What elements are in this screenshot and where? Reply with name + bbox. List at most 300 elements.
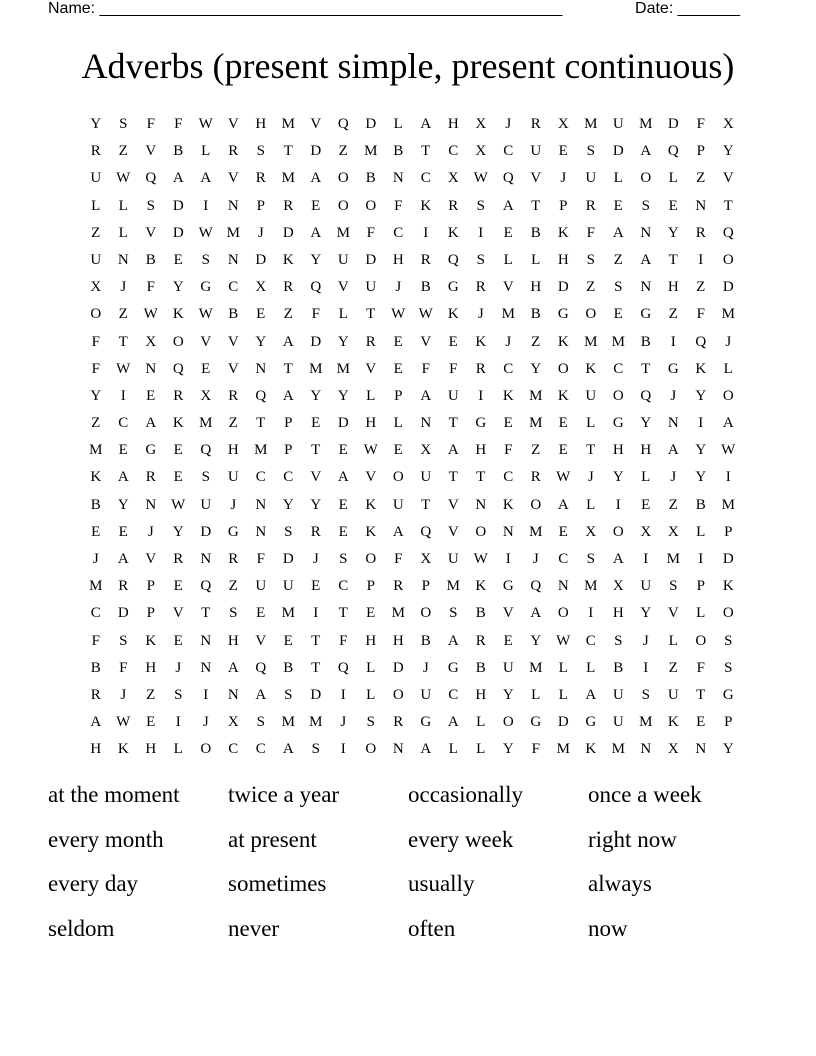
grid-letter[interactable]: A <box>145 415 157 432</box>
grid-letter[interactable]: Y <box>722 143 734 160</box>
grid-letter[interactable]: E <box>503 415 513 432</box>
grid-letter[interactable]: G <box>420 714 432 731</box>
grid-letter[interactable]: W <box>116 170 131 187</box>
grid-letter[interactable]: C <box>228 741 239 758</box>
grid-letter[interactable]: T <box>283 360 293 377</box>
grid-letter[interactable]: M <box>336 360 350 377</box>
grid-letter[interactable]: P <box>284 442 293 459</box>
grid-letter[interactable]: X <box>145 333 157 350</box>
grid-letter[interactable]: K <box>365 523 377 540</box>
grid-letter[interactable]: R <box>475 632 486 649</box>
grid-letter[interactable]: V <box>227 116 239 132</box>
grid-letter[interactable]: F <box>696 659 705 676</box>
grid-letter[interactable]: M <box>309 360 323 377</box>
grid-letter[interactable]: T <box>421 496 431 513</box>
grid-letter[interactable]: E <box>311 197 321 214</box>
grid-letter[interactable]: O <box>722 605 734 622</box>
grid-letter[interactable]: R <box>475 279 486 296</box>
grid-letter[interactable]: K <box>502 496 514 513</box>
name-field-label[interactable]: Name: ____________________________________________________ <box>48 0 563 17</box>
grid-letter[interactable]: P <box>256 197 265 214</box>
grid-letter[interactable]: A <box>282 387 294 404</box>
grid-letter[interactable]: E <box>668 197 678 214</box>
grid-letter[interactable]: Z <box>668 496 678 513</box>
grid-letter[interactable]: U <box>502 659 514 676</box>
grid-letter[interactable]: T <box>283 143 293 160</box>
grid-letter[interactable]: T <box>311 442 321 459</box>
grid-letter[interactable]: M <box>529 523 543 540</box>
grid-letter[interactable]: N <box>227 251 239 268</box>
grid-letter[interactable]: D <box>667 116 679 132</box>
grid-letter[interactable]: M <box>529 415 543 432</box>
grid-letter[interactable]: U <box>337 251 349 268</box>
grid-letter[interactable]: I <box>313 605 319 622</box>
grid-letter[interactable]: P <box>696 143 705 160</box>
grid-letter[interactable]: D <box>310 143 322 160</box>
grid-letter[interactable]: T <box>311 659 321 676</box>
grid-letter[interactable]: Q <box>255 659 267 676</box>
grid-letter[interactable]: C <box>118 415 129 432</box>
grid-letter[interactable]: A <box>117 551 129 567</box>
grid-letter[interactable]: V <box>420 333 432 350</box>
grid-letter[interactable]: J <box>92 551 99 567</box>
grid-letter[interactable]: L <box>586 415 596 432</box>
grid-letter[interactable]: Y <box>640 415 652 432</box>
grid-letter[interactable]: A <box>282 741 294 758</box>
grid-letter[interactable]: C <box>613 360 624 377</box>
grid-letter[interactable]: K <box>557 387 569 404</box>
grid-letter[interactable]: A <box>392 523 404 540</box>
grid-letter[interactable]: H <box>475 686 487 703</box>
grid-letter[interactable]: B <box>90 496 101 513</box>
grid-letter[interactable]: C <box>338 578 349 595</box>
grid-letter[interactable]: O <box>365 197 377 214</box>
grid-letter[interactable]: A <box>420 741 432 758</box>
grid-letter[interactable]: F <box>91 360 100 377</box>
grid-letter[interactable]: E <box>448 333 458 350</box>
grid-letter[interactable]: T <box>311 632 321 649</box>
grid-letter[interactable]: E <box>503 632 513 649</box>
grid-letter[interactable]: F <box>504 442 513 459</box>
grid-letter[interactable]: L <box>393 116 403 132</box>
grid-letter[interactable]: M <box>721 306 735 323</box>
grid-letter[interactable]: G <box>475 415 487 432</box>
grid-letter[interactable]: Z <box>228 578 238 595</box>
grid-letter[interactable]: T <box>338 605 348 622</box>
grid-letter[interactable]: N <box>392 170 404 187</box>
grid-letter[interactable]: M <box>501 306 515 323</box>
grid-letter[interactable]: S <box>586 251 595 268</box>
grid-letter[interactable]: K <box>447 224 459 241</box>
grid-letter[interactable]: I <box>698 251 704 268</box>
grid-letter[interactable]: O <box>557 605 569 622</box>
grid-letter[interactable]: D <box>172 197 184 214</box>
grid-letter[interactable]: M <box>391 605 405 622</box>
grid-letter[interactable]: A <box>557 496 569 513</box>
grid-letter[interactable]: S <box>201 469 210 486</box>
grid-letter[interactable]: S <box>669 578 678 595</box>
grid-letter[interactable]: Y <box>337 387 349 404</box>
grid-letter[interactable]: K <box>557 224 569 241</box>
grid-letter[interactable]: V <box>145 143 157 160</box>
grid-letter[interactable]: Q <box>145 170 157 187</box>
grid-letter[interactable]: E <box>558 143 568 160</box>
grid-letter[interactable]: M <box>281 714 295 731</box>
grid-letter[interactable]: I <box>588 605 594 622</box>
grid-letter[interactable]: Z <box>338 143 348 160</box>
grid-letter[interactable]: C <box>228 279 239 296</box>
grid-letter[interactable]: H <box>227 632 239 649</box>
grid-letter[interactable]: A <box>722 415 734 432</box>
grid-letter[interactable]: G <box>585 714 597 731</box>
grid-letter[interactable]: D <box>337 415 349 432</box>
grid-letter[interactable]: Q <box>667 143 679 160</box>
grid-letter[interactable]: X <box>612 578 624 595</box>
grid-letter[interactable]: A <box>255 686 267 703</box>
grid-letter[interactable]: W <box>198 306 213 323</box>
grid-letter[interactable]: V <box>227 333 239 350</box>
grid-letter[interactable]: D <box>365 116 377 132</box>
grid-letter[interactable]: L <box>338 306 348 323</box>
grid-letter[interactable]: Y <box>640 605 652 622</box>
grid-letter[interactable]: C <box>503 469 514 486</box>
grid-letter[interactable]: O <box>640 170 652 187</box>
grid-letter[interactable]: U <box>585 387 597 404</box>
grid-letter[interactable]: F <box>91 333 100 350</box>
grid-letter[interactable]: T <box>531 197 541 214</box>
grid-letter[interactable]: U <box>282 578 294 595</box>
grid-letter[interactable]: L <box>91 197 101 214</box>
grid-letter[interactable]: A <box>420 116 432 132</box>
grid-letter[interactable]: V <box>447 523 459 540</box>
grid-letter[interactable]: R <box>255 170 266 187</box>
grid-letter[interactable]: X <box>640 523 652 540</box>
grid-letter[interactable]: R <box>310 523 321 540</box>
grid-letter[interactable]: U <box>420 469 432 486</box>
grid-letter[interactable]: T <box>201 605 211 622</box>
grid-letter[interactable]: D <box>557 714 569 731</box>
grid-letter[interactable]: H <box>447 116 459 132</box>
grid-letter[interactable]: T <box>723 197 733 214</box>
grid-letter[interactable]: F <box>366 224 375 241</box>
grid-letter[interactable]: C <box>255 741 266 758</box>
grid-letter[interactable]: S <box>284 686 293 703</box>
grid-letter[interactable]: L <box>476 714 486 731</box>
grid-letter[interactable]: J <box>670 469 677 486</box>
grid-letter[interactable]: C <box>503 143 514 160</box>
grid-letter[interactable]: Y <box>310 496 322 513</box>
grid-letter[interactable]: U <box>447 387 459 404</box>
grid-letter[interactable]: T <box>448 469 458 486</box>
grid-letter[interactable]: B <box>420 279 431 296</box>
grid-letter[interactable]: S <box>256 714 265 731</box>
grid-letter[interactable]: L <box>696 523 706 540</box>
grid-letter[interactable]: Z <box>91 415 101 432</box>
grid-letter[interactable]: H <box>640 442 652 459</box>
grid-letter[interactable]: E <box>393 360 403 377</box>
grid-letter[interactable]: I <box>478 224 484 241</box>
grid-letter[interactable]: W <box>198 224 213 241</box>
grid-letter[interactable]: B <box>420 632 431 649</box>
grid-letter[interactable]: N <box>640 279 652 296</box>
grid-letter[interactable]: U <box>530 143 542 160</box>
grid-letter[interactable]: Z <box>118 306 128 323</box>
grid-letter[interactable]: W <box>198 116 213 132</box>
grid-letter[interactable]: X <box>557 116 569 132</box>
grid-letter[interactable]: I <box>478 387 484 404</box>
grid-letter[interactable]: E <box>173 469 183 486</box>
grid-letter[interactable]: P <box>394 387 403 404</box>
grid-letter[interactable]: C <box>448 143 459 160</box>
grid-letter[interactable]: I <box>203 197 209 214</box>
grid-letter[interactable]: S <box>229 605 238 622</box>
grid-letter[interactable]: Y <box>255 333 267 350</box>
grid-letter[interactable]: D <box>722 551 734 567</box>
grid-letter[interactable]: D <box>310 686 322 703</box>
grid-letter[interactable]: N <box>117 251 129 268</box>
grid-letter[interactable]: S <box>724 659 733 676</box>
grid-letter[interactable]: O <box>90 306 102 323</box>
grid-letter[interactable]: E <box>338 442 348 459</box>
grid-letter[interactable]: P <box>559 197 568 214</box>
grid-letter[interactable]: W <box>473 551 488 567</box>
grid-letter[interactable]: D <box>722 279 734 296</box>
grid-letter[interactable]: K <box>667 714 679 731</box>
grid-letter[interactable]: F <box>311 306 320 323</box>
grid-letter[interactable]: L <box>696 605 706 622</box>
grid-letter[interactable]: I <box>698 551 704 567</box>
grid-letter[interactable]: Y <box>502 741 514 758</box>
grid-letter[interactable]: A <box>310 170 322 187</box>
grid-letter[interactable]: G <box>447 659 459 676</box>
grid-letter[interactable]: F <box>146 116 155 132</box>
grid-letter[interactable]: E <box>558 442 568 459</box>
grid-letter[interactable]: L <box>118 197 128 214</box>
grid-letter[interactable]: L <box>531 686 541 703</box>
grid-letter[interactable]: E <box>118 523 128 540</box>
grid-letter[interactable]: B <box>475 659 486 676</box>
grid-letter[interactable]: A <box>530 605 542 622</box>
grid-letter[interactable]: E <box>283 632 293 649</box>
grid-letter[interactable]: O <box>365 551 377 567</box>
grid-letter[interactable]: V <box>200 333 212 350</box>
grid-letter[interactable]: G <box>530 714 542 731</box>
grid-letter[interactable]: G <box>200 279 212 296</box>
grid-letter[interactable]: O <box>722 387 734 404</box>
grid-letter[interactable]: W <box>721 442 736 459</box>
grid-letter[interactable]: I <box>643 659 649 676</box>
grid-letter[interactable]: W <box>556 632 571 649</box>
grid-letter[interactable]: S <box>366 714 375 731</box>
grid-letter[interactable]: C <box>558 551 569 567</box>
grid-letter[interactable]: K <box>695 360 707 377</box>
grid-letter[interactable]: K <box>172 306 184 323</box>
grid-letter[interactable]: U <box>200 496 212 513</box>
grid-letter[interactable]: P <box>724 714 733 731</box>
grid-letter[interactable]: O <box>420 605 432 622</box>
grid-letter[interactable]: S <box>476 197 485 214</box>
grid-letter[interactable]: O <box>557 360 569 377</box>
grid-letter[interactable]: I <box>423 224 429 241</box>
grid-letter[interactable]: Z <box>668 659 678 676</box>
grid-letter[interactable]: H <box>255 116 267 132</box>
grid-letter[interactable]: B <box>530 306 541 323</box>
grid-letter[interactable]: T <box>696 686 706 703</box>
grid-letter[interactable]: V <box>255 632 267 649</box>
grid-letter[interactable]: F <box>421 360 430 377</box>
grid-letter[interactable]: C <box>90 605 101 622</box>
grid-letter[interactable]: E <box>393 442 403 459</box>
grid-letter[interactable]: E <box>366 605 376 622</box>
grid-letter[interactable]: L <box>531 251 541 268</box>
grid-letter[interactable]: L <box>173 741 183 758</box>
grid-letter[interactable]: Y <box>667 224 679 241</box>
grid-letter[interactable]: H <box>612 442 624 459</box>
grid-letter[interactable]: G <box>557 306 569 323</box>
grid-letter[interactable]: Q <box>255 387 267 404</box>
grid-letter[interactable]: K <box>502 387 514 404</box>
grid-letter[interactable]: E <box>338 496 348 513</box>
grid-letter[interactable]: D <box>282 551 294 567</box>
grid-letter[interactable]: H <box>365 415 377 432</box>
grid-letter[interactable]: R <box>393 578 404 595</box>
grid-letter[interactable]: V <box>365 469 377 486</box>
grid-letter[interactable]: M <box>309 714 323 731</box>
grid-letter[interactable]: E <box>91 523 101 540</box>
grid-letter[interactable]: L <box>668 170 678 187</box>
grid-letter[interactable]: V <box>145 224 157 241</box>
grid-letter[interactable]: V <box>365 360 377 377</box>
grid-letter[interactable]: H <box>612 605 624 622</box>
grid-letter[interactable]: N <box>200 659 212 676</box>
grid-letter[interactable]: Y <box>722 741 734 758</box>
grid-letter[interactable]: E <box>256 605 266 622</box>
grid-letter[interactable]: C <box>420 170 431 187</box>
grid-letter[interactable]: F <box>174 116 183 132</box>
grid-letter[interactable]: I <box>340 741 346 758</box>
grid-letter[interactable]: B <box>695 496 706 513</box>
grid-letter[interactable]: H <box>145 659 157 676</box>
grid-letter[interactable]: E <box>338 523 348 540</box>
grid-letter[interactable]: T <box>421 143 431 160</box>
grid-letter[interactable]: W <box>116 714 131 731</box>
grid-letter[interactable]: F <box>91 632 100 649</box>
grid-letter[interactable]: Y <box>282 496 294 513</box>
grid-letter[interactable]: Z <box>696 279 706 296</box>
grid-letter[interactable]: T <box>448 415 458 432</box>
grid-letter[interactable]: J <box>230 496 237 513</box>
grid-letter[interactable]: P <box>146 605 155 622</box>
grid-letter[interactable]: T <box>668 251 678 268</box>
grid-letter[interactable]: F <box>119 659 128 676</box>
grid-letter[interactable]: F <box>394 551 403 567</box>
grid-letter[interactable]: X <box>475 143 487 160</box>
grid-letter[interactable]: W <box>556 469 571 486</box>
grid-letter[interactable]: J <box>175 659 182 676</box>
grid-letter[interactable]: M <box>584 333 598 350</box>
grid-letter[interactable]: H <box>475 442 487 459</box>
grid-letter[interactable]: N <box>695 197 707 214</box>
grid-letter[interactable]: M <box>364 143 378 160</box>
grid-letter[interactable]: J <box>725 333 732 350</box>
grid-letter[interactable]: G <box>502 578 514 595</box>
grid-letter[interactable]: I <box>615 496 621 513</box>
grid-letter[interactable]: X <box>722 116 734 132</box>
grid-letter[interactable]: Z <box>118 143 128 160</box>
grid-letter[interactable]: L <box>613 170 623 187</box>
grid-letter[interactable]: U <box>585 170 597 187</box>
grid-letter[interactable]: J <box>202 714 209 731</box>
grid-letter[interactable]: E <box>173 251 183 268</box>
grid-letter[interactable]: V <box>502 279 514 296</box>
grid-letter[interactable]: J <box>120 279 127 296</box>
grid-letter[interactable]: S <box>641 197 650 214</box>
grid-letter[interactable]: S <box>256 143 265 160</box>
grid-letter[interactable]: R <box>530 116 541 132</box>
grid-letter[interactable]: R <box>228 387 239 404</box>
grid-letter[interactable]: Y <box>530 632 542 649</box>
grid-letter[interactable]: A <box>585 686 597 703</box>
grid-letter[interactable]: K <box>117 741 129 758</box>
grid-letter[interactable]: E <box>173 632 183 649</box>
grid-letter[interactable]: D <box>200 523 212 540</box>
grid-letter[interactable]: S <box>339 551 348 567</box>
grid-letter[interactable]: L <box>476 741 486 758</box>
grid-letter[interactable]: R <box>90 143 101 160</box>
grid-letter[interactable]: U <box>365 279 377 296</box>
grid-letter[interactable]: L <box>366 686 376 703</box>
grid-letter[interactable]: Y <box>695 442 707 459</box>
grid-letter[interactable]: R <box>90 686 101 703</box>
grid-letter[interactable]: V <box>722 170 734 187</box>
grid-letter[interactable]: U <box>90 251 102 268</box>
grid-letter[interactable]: W <box>418 306 433 323</box>
grid-letter[interactable]: S <box>449 605 458 622</box>
grid-letter[interactable]: V <box>145 551 157 567</box>
grid-letter[interactable]: Z <box>283 306 293 323</box>
grid-letter[interactable]: O <box>530 496 542 513</box>
grid-letter[interactable]: H <box>365 632 377 649</box>
date-field-label[interactable]: Date: _______ <box>635 0 740 17</box>
grid-letter[interactable]: T <box>586 442 596 459</box>
grid-letter[interactable]: R <box>228 551 239 567</box>
grid-letter[interactable]: J <box>560 170 567 187</box>
grid-letter[interactable]: Z <box>668 306 678 323</box>
grid-letter[interactable]: R <box>448 197 459 214</box>
grid-letter[interactable]: S <box>614 632 623 649</box>
grid-letter[interactable]: D <box>255 251 267 268</box>
grid-letter[interactable]: N <box>475 496 487 513</box>
grid-letter[interactable]: V <box>310 116 322 132</box>
grid-letter[interactable]: N <box>640 741 652 758</box>
grid-letter[interactable]: X <box>420 551 432 567</box>
grid-letter[interactable]: D <box>557 279 569 296</box>
grid-letter[interactable]: O <box>392 469 404 486</box>
grid-letter[interactable]: R <box>530 469 541 486</box>
grid-letter[interactable]: V <box>337 279 349 296</box>
grid-letter[interactable]: E <box>393 333 403 350</box>
grid-letter[interactable]: L <box>723 360 733 377</box>
grid-letter[interactable]: U <box>255 578 267 595</box>
grid-letter[interactable]: Q <box>420 523 432 540</box>
grid-letter[interactable]: H <box>145 741 157 758</box>
grid-letter[interactable]: W <box>143 306 158 323</box>
grid-letter[interactable]: L <box>393 415 403 432</box>
grid-letter[interactable]: N <box>255 496 267 513</box>
grid-letter[interactable]: G <box>667 360 679 377</box>
grid-letter[interactable]: T <box>476 469 486 486</box>
grid-letter[interactable]: F <box>696 306 705 323</box>
